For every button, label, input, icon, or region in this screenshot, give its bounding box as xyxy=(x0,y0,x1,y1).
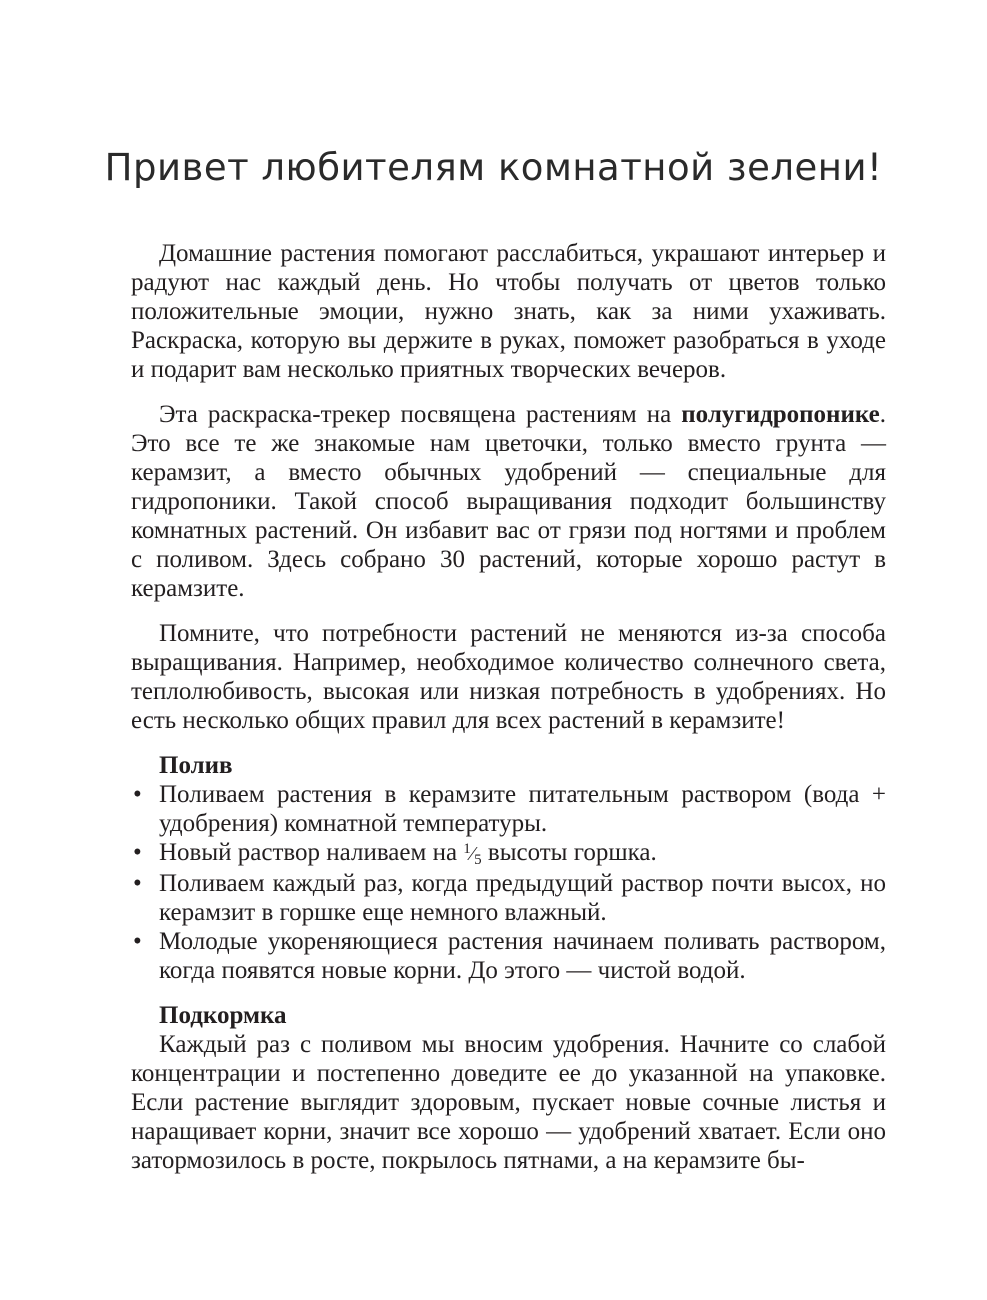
list-item xyxy=(131,838,886,869)
watering-heading: Полив xyxy=(159,752,233,779)
intro-paragraph-2-end: . Это все те же знакомые нам цветочки, только вместо грунта — керамзит, а вместо обычных удобрений — специальные для гидропоники. Такой способ выращивания подходит большинству комнатных растений. Он избавит вас от грязи под ногтями и проблем с поливом. Здесь собрано 30 растений, которые хорошо растут в керамзите. xyxy=(131,401,886,602)
list-item-text: Новый раствор наливаем на xyxy=(159,839,458,866)
feeding-heading: Подкормка xyxy=(159,1002,287,1029)
fraction-numerator: 1 xyxy=(463,841,471,857)
intro-paragraph-1: Домашние растения помогают расслабиться, украшают интерьер и радуют нас каждый день. Но чтобы получать от цветов только положительные эмоции, нужно знать, как за ними ухаживать. Раскраска, которую вы держите в руках, поможет разобраться в уходе и подарит вам несколько приятных творческих вечеров. xyxy=(131,240,886,383)
intro-paragraph-2 xyxy=(131,400,886,603)
body-text xyxy=(131,239,886,1191)
list-item: • Молодые укореняющиеся растения начинаем поливать раствором, когда появятся новые корни. До этого — чистой водой. xyxy=(131,927,886,985)
intro-paragraph-3: Помните, что потребности растений не меняются из-за способа выращивания. Например, необходимое количество солнечного света, теплолюбивость, высокая или низкая потребность в удобрениях. Но есть несколько общих правил для всех растений в керамзите! xyxy=(131,620,886,734)
intro-paragraph-2-bold-term: полугидропонике xyxy=(681,401,880,428)
watering-list xyxy=(131,780,886,985)
list-item: • Поливаем каждый раз, когда предыдущий раствор почти высох, но керамзит в горшке еще немного влажный. xyxy=(131,869,886,927)
fraction: $^1⁄_5$ xyxy=(463,841,482,868)
list-item-text-end: высоты горшка. xyxy=(487,839,657,866)
fraction-denominator: 5 xyxy=(474,852,482,868)
list-item: • Поливаем растения в керамзите питательным раствором (вода + удобрения) комнатной температуры. xyxy=(131,780,886,838)
feeding-paragraph: Каждый раз с поливом мы вносим удобрения. Начните со слабой концентрации и постепенно доведите ее до указанной на упаковке. Если растение выглядит здоровым, пускает новые сочные листья и наращивает корни, значит все хорошо — удобрений хватает. Если оно затормозилось в росте, покрылось пятнами, а на керамзите бы- xyxy=(131,1031,886,1174)
intro-paragraph-2-start: Эта раскраска-трекер посвящена растениям на xyxy=(159,401,682,428)
page-title: Привет любителям комнатной зелени! xyxy=(104,146,883,189)
